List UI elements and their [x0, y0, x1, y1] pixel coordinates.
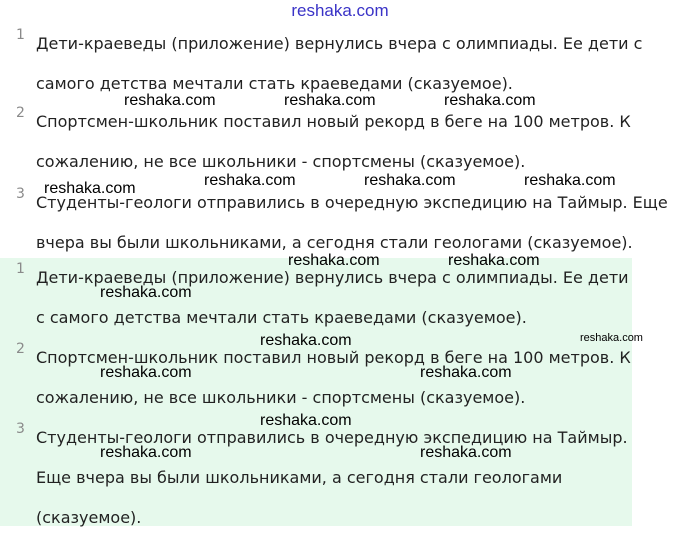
text-line: Студенты-геологи отправились в очередную экспедицию на Таймыр.: [36, 428, 628, 447]
item-number: 2: [16, 105, 25, 121]
text-line: сожалению, не все школьники - спортсмены (сказуемое).: [36, 152, 526, 171]
watermark-text: reshaka.com: [100, 444, 192, 461]
text-line: Спортсмен-школьник поставил новый рекорд в беге на 100 метров. К: [36, 348, 631, 367]
watermark-text: reshaka.com: [580, 332, 643, 344]
text-line: Спортсмен-школьник поставил новый рекорд в беге на 100 метров. К: [36, 112, 631, 131]
watermark-text: reshaka.com: [124, 92, 216, 109]
watermark-text: reshaka.com: [100, 364, 192, 381]
site-watermark-header: reshaka.com: [291, 1, 389, 20]
item-number: 2: [16, 341, 25, 357]
watermark-text: reshaka.com: [100, 284, 192, 301]
text-line: Дети-краеведы (приложение) вернулись вчера с олимпиады. Ее дети с: [36, 34, 643, 53]
watermark-text: reshaka.com: [444, 92, 536, 109]
watermark-text: reshaka.com: [260, 412, 352, 429]
item-number: 3: [16, 186, 25, 202]
watermark-text: reshaka.com: [448, 252, 540, 269]
watermark-text: reshaka.com: [420, 444, 512, 461]
item-number: 3: [16, 421, 25, 437]
text-line: вчера вы были школьниками, а сегодня стали геологами (сказуемое).: [36, 233, 633, 252]
answer-section-2: [0, 258, 632, 526]
watermark-text: reshaka.com: [284, 92, 376, 109]
watermark-text: reshaka.com: [420, 364, 512, 381]
text-line: Дети-краеведы (приложение) вернулись вчера с олимпиады. Ее дети: [36, 268, 629, 287]
watermark-text: reshaka.com: [204, 172, 296, 189]
text-line: самого детства мечтали стать краеведами (сказуемое).: [36, 74, 513, 93]
watermark-text: reshaka.com: [44, 180, 136, 197]
text-line: Еще вчера вы были школьниками, а сегодня стали геологами: [36, 468, 563, 487]
item-number: 1: [16, 261, 25, 277]
watermark-text: reshaka.com: [288, 252, 380, 269]
watermark-text: reshaka.com: [524, 172, 616, 189]
watermark-text: reshaka.com: [260, 332, 352, 349]
watermark-text: reshaka.com: [364, 172, 456, 189]
item-text: [36, 102, 631, 182]
answer-section-1: [0, 0, 680, 258]
text-line: с самого детства мечтали стать краеведами (сказуемое).: [36, 308, 527, 327]
item-number: 1: [16, 27, 25, 43]
item-text: [36, 418, 628, 538]
text-line: Студенты-геологи отправились в очередную экспедицию на Таймыр. Еще: [36, 193, 668, 212]
text-line: (сказуемое).: [36, 508, 142, 527]
text-line: сожалению, не все школьники - спортсмены (сказуемое).: [36, 388, 526, 407]
